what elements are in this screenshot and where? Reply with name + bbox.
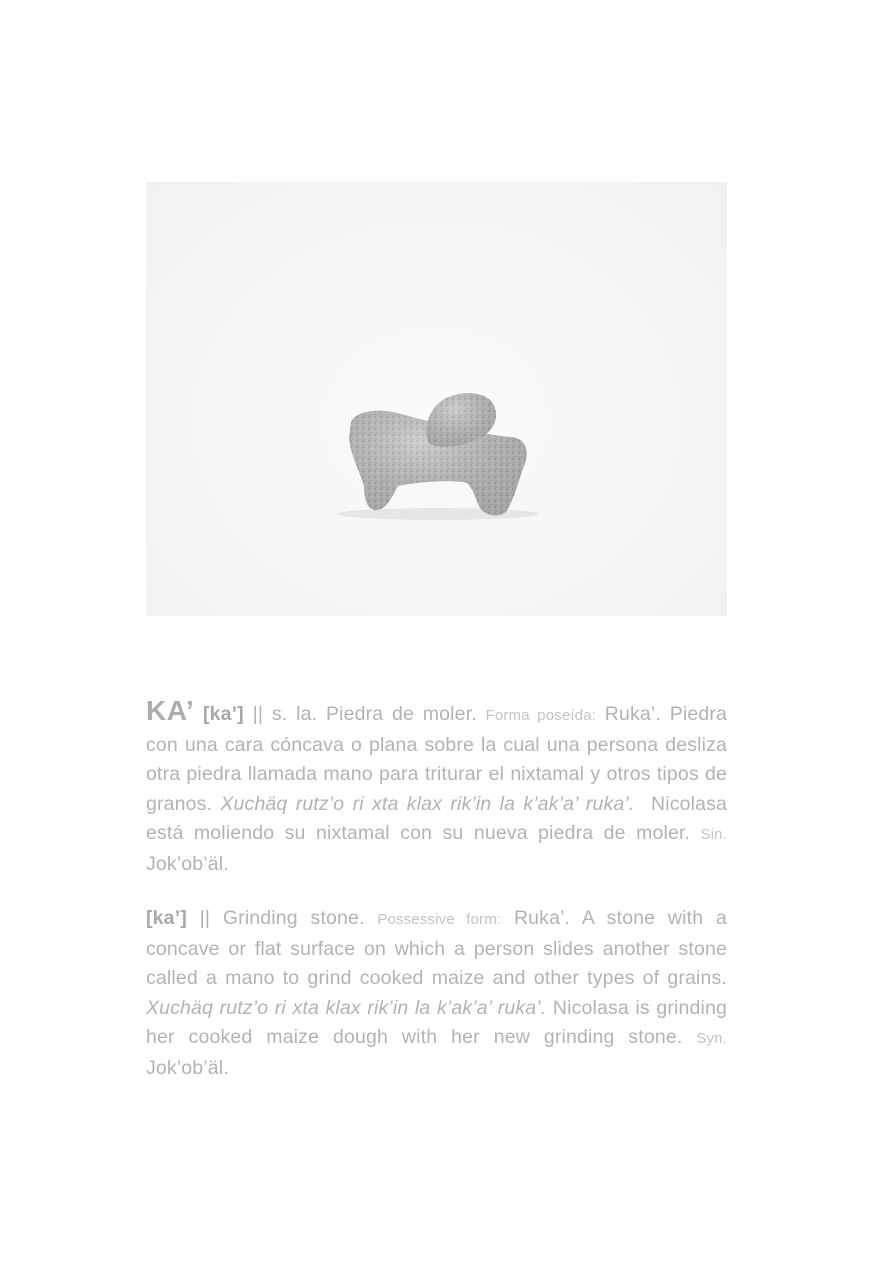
example-translation: Nicolasa is grinding her cooked maize dough with her new grinding stone.	[146, 996, 727, 1049]
entry-spanish	[146, 696, 727, 880]
possessive-form-label: Possessive form:	[377, 911, 502, 928]
separator: ||	[252, 703, 264, 725]
example-translation: Nicolasa está moliendo su nixtamal con su nueva piedra de moler.	[146, 792, 727, 845]
synonym-value: Jok’ob’äl.	[146, 1056, 229, 1079]
definition: Piedra con una cara cóncava o plana sobre la cual una persona desliza otra piedra llamada mano para triturar el nixtamal y otros tipos de granos.	[146, 703, 728, 815]
grinding-stone-photo	[146, 182, 727, 616]
possessive-form-value: Ruka’.	[604, 703, 661, 725]
entry-english	[146, 904, 727, 1084]
possessive-form-value: Ruka’.	[513, 907, 571, 929]
definition: A stone with a concave or flat surface on which a person slides another stone called a mano to grind cooked maize and other types of grains.	[146, 907, 727, 990]
synonym-label: Syn.	[696, 1030, 727, 1048]
pronunciation: [ka’]	[202, 703, 244, 725]
synonym-label: Sin.	[700, 826, 727, 844]
grammar-gloss: s. la. Piedra de moler.	[271, 703, 477, 725]
separator: ||	[199, 907, 211, 929]
grinding-stone-icon	[146, 182, 727, 616]
headword: KA’	[146, 695, 195, 726]
example-sentence: Xuchäq rutz’o ri xta klax rik’in la k’ak’a’ ruka’.	[220, 792, 635, 815]
example-sentence: Xuchäq rutz’o ri xta klax rik’in la k’ak’a’ ruka’.	[146, 996, 547, 1019]
synonym-value: Jok’ob’äl.	[146, 852, 229, 875]
possessive-form-label: Forma poseída:	[485, 707, 596, 724]
pronunciation: [ka’]	[146, 907, 187, 929]
gloss: Grinding stone.	[222, 907, 365, 929]
